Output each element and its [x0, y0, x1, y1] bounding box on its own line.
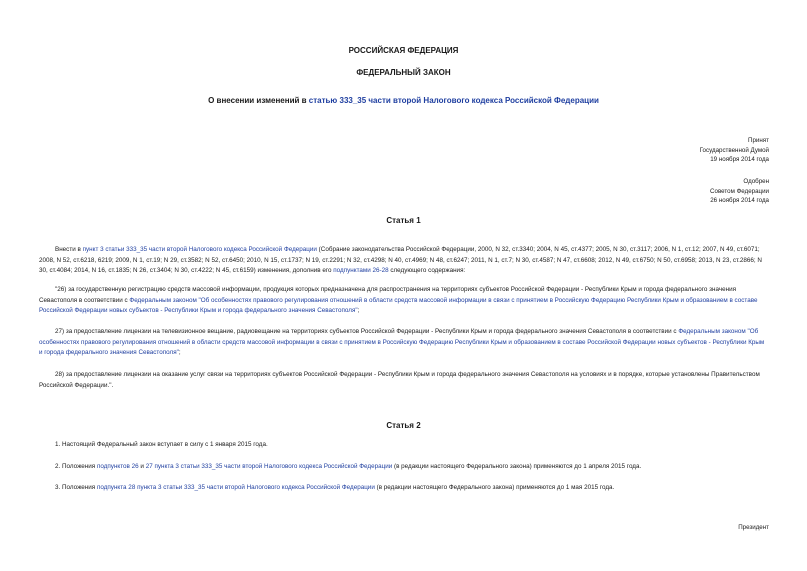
- article1-intro: [39, 245, 769, 277]
- item-28: 28) за предоставление лицензии на оказание услуг связи на территориях субъектов Российской Федерации - Республики Крым и города федерального значения Севастополя на условиях и в порядке, которые установлены Правительством Российской Федерации.".: [39, 371, 760, 389]
- p2-suffix: (в редакции настоящего Федерального закона) применяются до 1 апреля 2015 года.: [392, 463, 642, 470]
- p2-and: и: [138, 463, 146, 470]
- approved-line1: Одобрен: [743, 178, 769, 185]
- article1-heading: Статья 1: [386, 216, 421, 225]
- intro-sources: (Собрание законодательства Российской Федерации, 2000, N 32, ст.3340; 2004, N 45, ст.4377; 2005, N 30, ст.3117; 2006, N 1, ст.12; 2007, N 49, ст.6071; 2008, N 52, ст.6218, 6219; 2009, N 1, ст.19; N 29, ст.3582; N 52, ст.6450; 2010, N 15, ст.1737; N 19, ст.2291; N 32, ст.4298; N 40, ст.4969; N 48, ст.6247; 2011, N 1, ст.7; N 30, ст.4587; N 47, ст.6608; 2012, N 49, ст.6750; N 50, ст.6958; 2013, N 23, ст.2866; N 30, ст.4084; 2014, N 16, ст.1835; N 26, ст.3404; N 30, ст.4222; N 45, ст.6159) изменения, дополнив его: [39, 246, 762, 275]
- item27-prefix: 27) за предоставление лицензии на телевизионное вещание, радиовещание на территориях субъектов Российской Федерации - Республики Крым и города федерального значения Севастополя в соответствии с: [55, 328, 679, 335]
- p3-link-28[interactable]: подпункта 28 пункта 3 статьи 333_35 части второй Налогового кодекса Российской Федерации: [96, 484, 375, 491]
- intro-prefix: Внести в: [55, 246, 83, 253]
- item27-link[interactable]: Федеральным законом "Об особенностях правового регулирования отношений в области средств массовой информации в связи с принятием в Российскую Федерацию Республики Крым и образованием в составе Российской Федерации новых субъектов - Республики Крым и города федерального значения Севастополя": [39, 328, 765, 357]
- p2-link-27[interactable]: 27 пункта 3 статьи 333_35 части второй Налогового кодекса Российской Федерации: [145, 463, 393, 470]
- law-type-heading: ФЕДЕРАЛЬНЫЙ ЗАКОН: [356, 68, 451, 77]
- adopted-line2: Государственной Думой: [699, 146, 769, 154]
- p3-suffix: (в редакции настоящего Федерального закона) применяются до 1 мая 2015 года.: [374, 484, 615, 491]
- item-27: [39, 327, 769, 359]
- adopted-date: 19 ноября 2014 года: [710, 156, 769, 163]
- article2-p3: [39, 483, 769, 494]
- law-title-link[interactable]: статью 333_35 части второй Налогового кодекса Российской Федерации: [308, 96, 599, 105]
- country-heading: РОССИЙСКАЯ ФЕДЕРАЦИЯ: [348, 46, 459, 55]
- article2-heading: Статья 2: [386, 421, 421, 430]
- item27-suffix: ;: [178, 349, 181, 357]
- item-26: [39, 285, 769, 317]
- item26-prefix: "26) за государственную регистрацию средств массовой информации, продукция которых предназначена для распространения на территориях субъектов Российской Федерации - Республики Крым и города федерального значения Севастополя в соответствии с: [39, 286, 737, 304]
- article2-p2: [39, 462, 769, 473]
- approved-date: 26 ноября 2014 года: [710, 197, 769, 204]
- law-title-prefix: О внесении изменений в: [208, 96, 309, 105]
- intro-link[interactable]: пункт 3 статьи 333_35 части второй Налогового кодекса Российской Федерации: [82, 246, 317, 253]
- item26-suffix: ;: [357, 307, 360, 315]
- approved-block: [710, 177, 769, 206]
- law-title: [0, 96, 807, 105]
- item26-link[interactable]: Федеральным законом "Об особенностях правового регулирования отношений в области средств массовой информации в связи с принятием в Российскую Федерацию Республики Крым и образованием в составе Российской Федерации новых субъектов - Республики Крым и города федерального значения Севастополя": [39, 296, 758, 315]
- adopted-block: [700, 136, 769, 165]
- p2-link-26[interactable]: подпунктов 26: [96, 463, 139, 470]
- approved-line2: Советом Федерации: [710, 187, 769, 195]
- article2-p1: 1. Настоящий Федеральный закон вступает в силу с 1 января 2015 года.: [55, 441, 268, 448]
- intro-link-subpoints[interactable]: подпунктами 26-28: [333, 267, 389, 275]
- intro-suffix: следующего содержания:: [388, 267, 466, 275]
- president-label: Президент: [738, 524, 769, 531]
- p3-prefix: 3. Положения: [55, 484, 97, 491]
- adopted-line1: Принят: [748, 137, 769, 144]
- p2-prefix: 2. Положения: [55, 463, 97, 470]
